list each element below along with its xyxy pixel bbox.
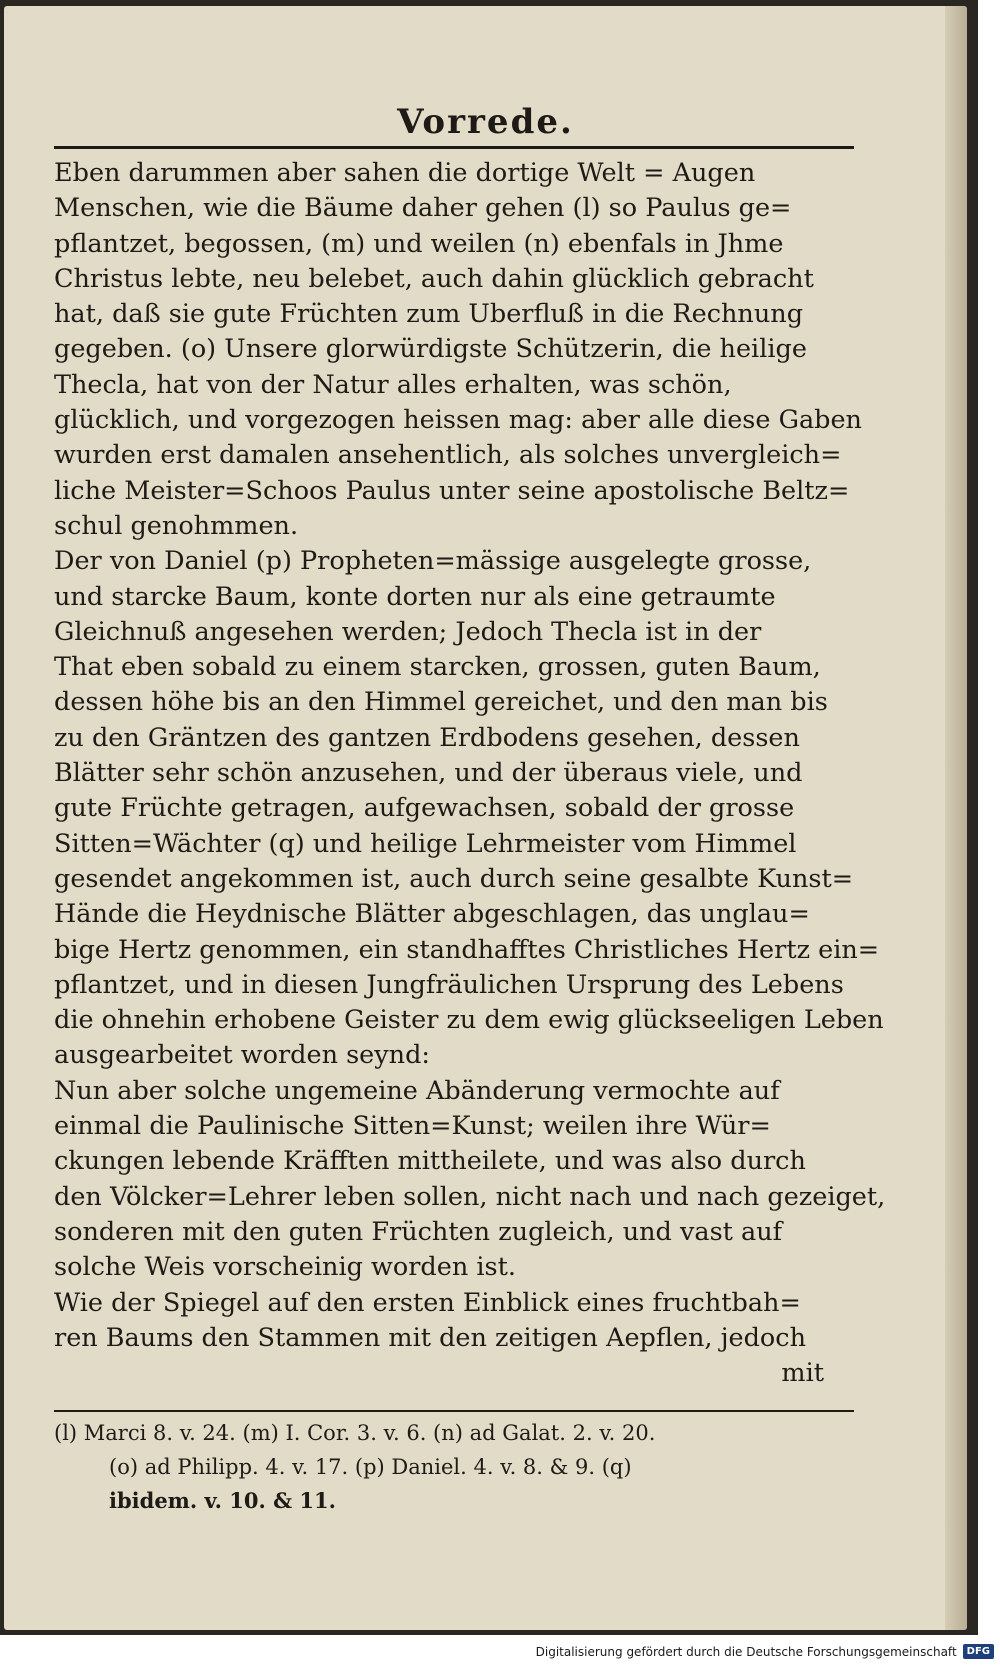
body-text <box>54 156 886 1391</box>
text-line: glücklich, und vorgezogen heissen mag: aber alle diese Gaben <box>54 405 862 436</box>
text-line: Blätter sehr schön anzusehen, und der überaus viele, und <box>54 758 803 789</box>
text-line: liche Meister=Schoos Paulus unter seine apostolische Beltz= <box>54 475 850 506</box>
text-line: pflantzet, begossen, (m) und weilen (n) ebenfals in Jhme <box>54 228 784 259</box>
text-line: Gleichnuß angesehen werden; Jedoch Thecla ist in der <box>54 616 762 647</box>
footnote-line: (l) Marci 8. v. 24. (m) I. Cor. 3. v. 6. (n) ad Galat. 2. v. 20. <box>54 1421 656 1445</box>
text-line: ren Baums den Stammen mit den zeitigen Aepflen, jedoch <box>54 1322 806 1353</box>
text-line: sonderen mit den guten Früchten zugleich, und vast auf <box>54 1216 783 1247</box>
text-line: Der von Daniel (p) Propheten=mässige ausgelegte grosse, <box>54 546 812 577</box>
text-line: den Völcker=Lehrer leben sollen, nicht nach und nach gezeiget, <box>54 1181 886 1212</box>
text-line: wurden erst damalen ansehentlich, als solches unvergleich= <box>54 440 842 471</box>
footnote-rule <box>54 1410 854 1412</box>
text-line: die ohnehin erhobene Geister zu dem ewig glückseeligen Leben <box>54 1005 884 1036</box>
footnotes <box>54 1416 864 1518</box>
header-rule <box>54 146 854 149</box>
text-line: Thecla, hat von der Natur alles erhalten, was schön, <box>54 369 732 400</box>
text-line: Nun aber solche ungemeine Abänderung vermochte auf <box>54 1075 780 1106</box>
text-line: solche Weis vorscheinig worden ist. <box>54 1252 516 1283</box>
footnote-line: ibidem. v. 10. & 11. <box>109 1488 336 1513</box>
text-line: That eben sobald zu einem starcken, grossen, guten Baum, <box>54 652 821 683</box>
text-line: Wie der Spiegel auf den ersten Einblick eines fruchtbah= <box>54 1287 801 1318</box>
text-line: und starcke Baum, konte dorten nur als eine getraumte <box>54 581 776 612</box>
text-line: gesendet angekommen ist, auch durch seine gesalbte Kunst= <box>54 863 854 894</box>
text-line: pflantzet, und in diesen Jungfräulichen Ursprung des Lebens <box>54 969 844 1000</box>
credit-text: Digitalisierung gefördert durch die Deutsche Forschungsgemeinschaft <box>535 1644 957 1659</box>
dfg-logo: DFG <box>963 1644 994 1659</box>
text-line: ckungen lebende Kräfften mittheilete, und was also durch <box>54 1146 806 1177</box>
text-line: Sitten=Wächter (q) und heilige Lehrmeister vom Himmel <box>54 828 797 859</box>
digitization-credit <box>536 1644 994 1659</box>
text-line: zu den Gräntzen des gantzen Erdbodens gesehen, dessen <box>54 722 800 753</box>
text-line: Christus lebte, neu belebet, auch dahin glücklich gebracht <box>54 263 814 294</box>
text-line: Hände die Heydnische Blätter abgeschlagen, das unglau= <box>54 899 810 930</box>
text-line: gute Früchte getragen, aufgewachsen, sobald der grosse <box>54 793 795 824</box>
page-header: Vorrede. <box>397 102 574 142</box>
text-line: hat, daß sie gute Früchten zum Uberfluß in die Rechnung <box>54 299 804 330</box>
text-line: Eben darummen aber sahen die dortige Welt = Augen <box>54 158 756 188</box>
page-edge <box>945 6 967 1630</box>
text-line: Menschen, wie die Bäume daher gehen (l) so Paulus ge= <box>54 193 792 224</box>
text-line: dessen höhe bis an den Himmel gereichet, und den man bis <box>54 687 828 718</box>
text-line: gegeben. (o) Unsere glorwürdigste Schützerin, die heilige <box>54 334 807 365</box>
book-page <box>4 6 967 1630</box>
text-line: bige Hertz genommen, ein standhafftes Christliches Hertz ein= <box>54 934 880 965</box>
text-line: einmal die Paulinische Sitten=Kunst; weilen ihre Wür= <box>54 1111 771 1142</box>
footnote-line: (o) ad Philipp. 4. v. 17. (p) Daniel. 4. v. 8. & 9. (q) <box>109 1455 632 1479</box>
catchword: mit <box>781 1358 824 1389</box>
text-line: ausgearbeitet worden seynd: <box>54 1040 431 1071</box>
text-line: schul genohmmen. <box>54 510 299 541</box>
